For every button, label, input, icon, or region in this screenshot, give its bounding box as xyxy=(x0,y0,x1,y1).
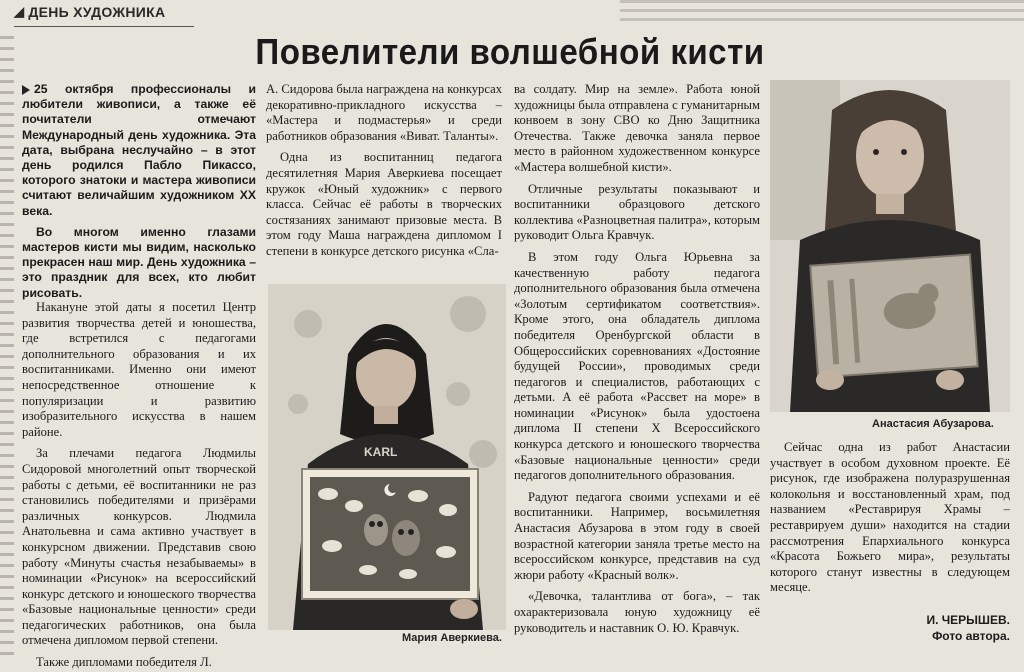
lead-paragraph: 25 октября профессионалы и любители живописи, а также её почитатели отмечают Международный день художника. Эта дата, выбрана неслучайно – в этот день родился Пабло Пикассо, которого знатоки и мастера живописи считают величайшим художником XX века. xyxy=(22,82,256,218)
rubric-rule xyxy=(14,26,194,27)
column-3-body xyxy=(514,82,760,666)
body-paragraph: Радуют педагога своими успехами и её воспитанники. Например, восьмилетняя Анастасия Абузарова в этом году в своей возрастной категории заняла третье место на всероссийском конкурсе, представив на суд жюри работу «Красный волк». xyxy=(514,489,760,582)
tshirt-print: KARL xyxy=(364,445,398,459)
body-paragraph: А. Сидорова была награждена на конкурсах декоративно-прикладного искусства – «Мастера и подмастерья» и среди работников образования «Виват. Таланты». xyxy=(266,82,502,143)
photo-anastasia-abuzarova xyxy=(770,80,1010,412)
body-paragraph: ва солдату. Мир на земле». Работа юной художницы была отправлена с гуманитарным конвоем в зону СВО ко Дню Защитника Отечества. Также девочка заняла первое место в районном художественном конкурсе «Мастера волшебной кисти». xyxy=(514,82,760,174)
body-paragraph: Одна из воспитанниц педагога десятилетняя Мария Аверкиева посещает кружок «Юный художник» с первого класса. Сейчас её работы в творческих состязаниях занимают призовые места. В этом году Маша награждена дипломом I степени в конкурсе детского рисунка «Сла- xyxy=(266,150,502,258)
neighbor-text-left xyxy=(0,36,14,656)
caption-anastasia: Анастасия Абузарова. xyxy=(872,418,994,430)
body-paragraph: Сейчас одна из работ Анастасии участвует в особом духовном проекте. Её рисунок, где изображена полуразрушенная колокольня и восстановленный храм, под названием «Реставрируя Храмы – реставрируем души» находится на стадии рассмотрения Епархиального конкурса «Красота Божьего мира», результаты которого станут известны в следующем месяце. xyxy=(770,440,1010,595)
column-4-body xyxy=(770,440,1010,610)
section-rubric xyxy=(14,4,165,20)
article-lead xyxy=(22,82,256,300)
article-byline xyxy=(926,612,1010,644)
body-paragraph: Отличные результаты показывают и воспитанники образцового детского коллектива «Разноцветная палитра», которым руководит Ольга Кравчук. xyxy=(514,181,760,243)
neighbor-text-top xyxy=(620,0,1024,24)
rubric-marker-icon: ◢ xyxy=(14,4,25,19)
lead-paragraph: Во многом именно глазами мастеров кисти мы видим, насколько прекрасен наш мир. День художника – это праздник для всех, кто любит рисовать. xyxy=(22,224,256,300)
body-paragraph: За плечами педагога Людмилы Сидоровой многолетний опыт творческой работы с детьми, её воспитанники не раз становились победителями и призёрами различных конкурсов. Людмила Анатольевна и сама активно участвует в конкурсном движении. Представив свою работу «Минуты счастья незабываемы» в номинации «Рисунок» на всероссийский конкурс детского и юношеского творчества «Базовые национальные ценности» среди педагогических работников, она была отмечена дипломом первой степени. xyxy=(22,446,256,648)
photo-illustration xyxy=(770,80,1010,412)
column-1-body xyxy=(22,300,256,672)
body-paragraph: В этом году Ольга Юрьевна за качественную работу педагога дополнительного образования была отмечена «Золотым сертификатом соответствия». Кроме этого, она обладатель диплома победителя Оренбургской области в Общероссийских соревнованиях «Достояние будущей России», проводимых среди педагогов и специалистов, работающих с детьми. А её работа «Рассвет на море» в номинации «Рисунок» была удостоена диплома II степени X Всероссийского конкурса детского и юношеского творчества «Базовые национальные ценности» среди педагогов дополнительного образования. xyxy=(514,249,760,483)
byline-photo-credit: Фото автора. xyxy=(932,629,1010,643)
lead-arrow-icon xyxy=(22,85,30,95)
photo-maria-averkieva xyxy=(268,284,506,630)
rubric-label: ДЕНЬ ХУДОЖНИКА xyxy=(28,4,166,20)
body-paragraph: Накануне этой даты я посетил Центр развития творчества детей и юношества, где встретился с педагогами дополнительного образования и их воспитанниками. Именно они имеют непосредственное отношение к популяризации и развитию изобразительного искусства в нашем районе. xyxy=(22,300,256,439)
body-paragraph: Также дипломами победителя Л. xyxy=(36,655,212,670)
caption-maria: Мария Аверкиева. xyxy=(402,632,502,644)
body-paragraph: «Девочка, талантлива от бога», – так охарактеризовала юную художницу её руководитель и наставник О. Ю. Кравчук. xyxy=(514,589,760,635)
column-2-body xyxy=(266,82,502,282)
byline-author: И. ЧЕРЫШЕВ. xyxy=(926,613,1010,627)
photo-illustration xyxy=(268,284,506,630)
article-headline: Повелители волшебной кисти xyxy=(255,31,765,72)
